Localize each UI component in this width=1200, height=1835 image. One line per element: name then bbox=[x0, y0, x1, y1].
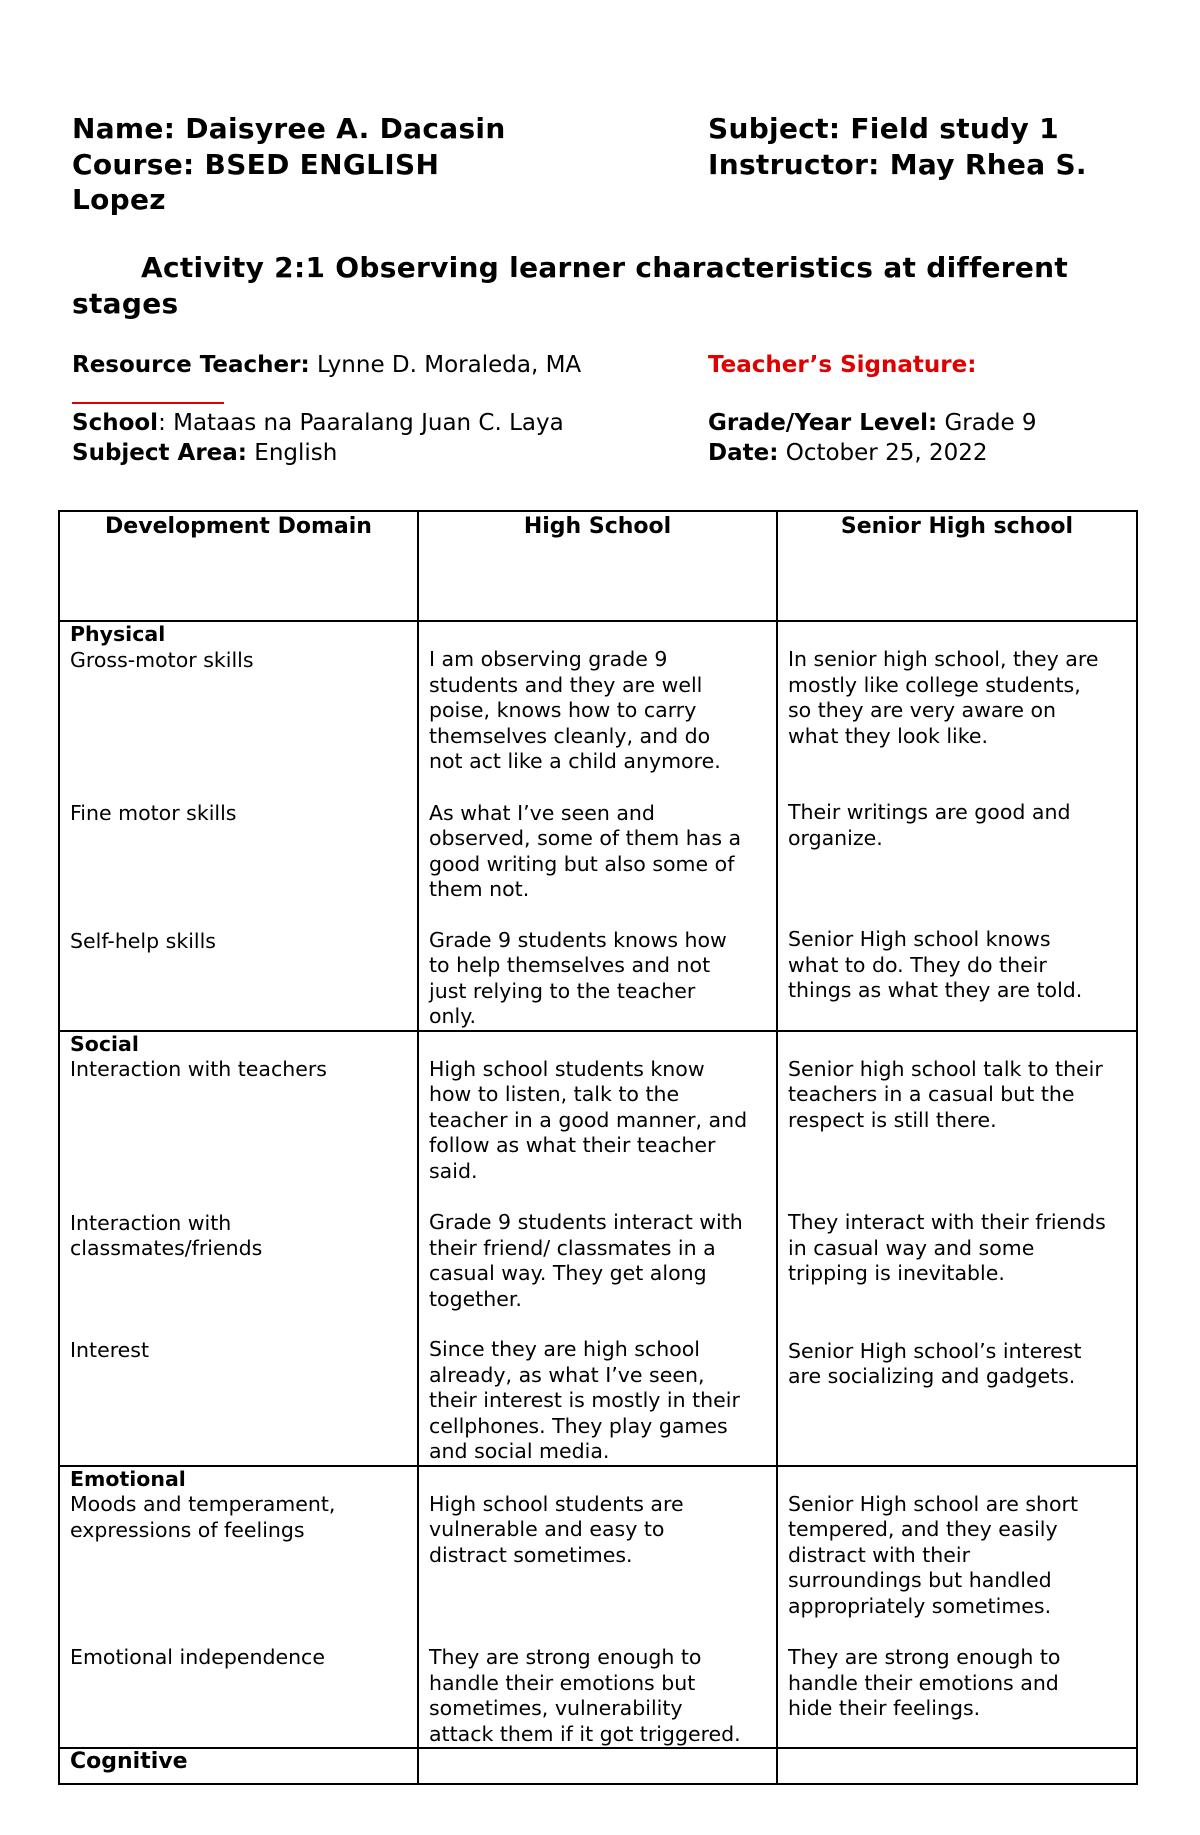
date-value: October 25, 2022 bbox=[785, 440, 988, 466]
social-hs-classmates bbox=[429, 1210, 766, 1312]
instructor-line bbox=[708, 148, 1087, 181]
grade-level-line bbox=[708, 410, 1037, 436]
text-line: their friend/ classmates in a bbox=[429, 1235, 716, 1260]
text-line: teacher in a good manner, and bbox=[429, 1107, 748, 1132]
text-line: Interaction with bbox=[70, 1210, 232, 1235]
text-line: observed, some of them has a bbox=[429, 826, 742, 850]
text-line: High school students know bbox=[429, 1056, 705, 1081]
physical-shs-cell bbox=[777, 621, 1137, 1031]
domain-social: Social bbox=[70, 1031, 139, 1056]
social-shs-classmates bbox=[788, 1210, 1126, 1287]
text-line: in casual way and some bbox=[788, 1235, 1035, 1260]
table-row-physical bbox=[59, 621, 1137, 1031]
text-line: good writing but also some of bbox=[429, 851, 735, 876]
social-label-classmates bbox=[70, 1211, 407, 1262]
table-row-social bbox=[59, 1031, 1137, 1466]
name-value: Daisyree A. Dacasin bbox=[185, 112, 506, 145]
text-line: their interest is mostly in their bbox=[429, 1388, 740, 1412]
subject-value: Field study 1 bbox=[850, 112, 1059, 145]
emotional-hs-independence bbox=[429, 1645, 766, 1747]
physical-shs-gross-motor bbox=[788, 647, 1126, 749]
cognitive-domain-cell bbox=[59, 1748, 418, 1784]
text-line: teachers in a casual but the bbox=[788, 1082, 1075, 1106]
physical-hs-gross-motor bbox=[429, 647, 766, 775]
social-hs-interest bbox=[429, 1337, 766, 1465]
text-line: handle their emotions and bbox=[788, 1670, 1059, 1695]
domain-emotional: Emotional bbox=[70, 1466, 186, 1491]
text-line: themselves cleanly, and do bbox=[429, 723, 711, 748]
text-line: In senior high school, they are bbox=[788, 647, 1099, 671]
physical-label-fine-motor: Fine motor skills bbox=[70, 801, 237, 825]
text-line: tripping is inevitable. bbox=[788, 1261, 1005, 1285]
name-label: Name: bbox=[72, 112, 176, 145]
text-line: expressions of feelings bbox=[70, 1517, 305, 1542]
text-line: what to do. They do their bbox=[788, 952, 1047, 977]
course-label: Course: bbox=[72, 148, 195, 181]
social-domain-cell bbox=[59, 1031, 418, 1466]
text-line: and social media. bbox=[429, 1439, 610, 1463]
emotional-hs-moods bbox=[429, 1492, 766, 1569]
text-line: how to listen, talk to the bbox=[429, 1082, 680, 1106]
text-line: Senior High school are short bbox=[788, 1491, 1079, 1516]
text-line: They interact with their friends bbox=[788, 1210, 1106, 1234]
text-line: things as what they are told. bbox=[788, 978, 1083, 1002]
emotional-hs-cell bbox=[418, 1466, 777, 1749]
text-line: Interaction with teachers bbox=[70, 1057, 327, 1081]
date-label: Date: bbox=[708, 440, 779, 466]
school-line bbox=[72, 410, 564, 436]
subject-area-value: English bbox=[254, 440, 338, 466]
emotional-label-moods bbox=[70, 1492, 407, 1543]
header-development-domain: Development Domain bbox=[59, 511, 418, 621]
text-line: Interest bbox=[70, 1337, 149, 1362]
text-line: are socializing and gadgets. bbox=[788, 1364, 1076, 1388]
domain-cognitive: Cognitive bbox=[70, 1749, 188, 1774]
cognitive-shs-cell bbox=[777, 1748, 1137, 1784]
resource-teacher-line bbox=[72, 352, 581, 378]
text-line: vulnerable and easy to bbox=[429, 1517, 665, 1541]
text-line: Moods and temperament, bbox=[70, 1492, 336, 1516]
physical-shs-self-help bbox=[788, 927, 1126, 1004]
text-line: not act like a child anymore. bbox=[429, 749, 721, 773]
resource-teacher-label: Resource Teacher: bbox=[72, 352, 310, 378]
text-line: poise, knows how to carry bbox=[429, 698, 697, 722]
text-line: tempered, and they easily bbox=[788, 1517, 1058, 1541]
text-line: so they are very aware on bbox=[788, 698, 1057, 722]
physical-label-gross-motor: Gross-motor skills bbox=[70, 647, 254, 672]
text-line: hide their feelings. bbox=[788, 1696, 981, 1720]
domain-physical: Physical bbox=[70, 622, 166, 646]
subject-area-label: Subject Area: bbox=[72, 440, 247, 466]
physical-hs-self-help bbox=[429, 928, 766, 1030]
school-value: : Mataas na Paaralang Juan C. Laya bbox=[158, 410, 564, 436]
text-line: attack them if it got triggered. bbox=[429, 1721, 741, 1746]
grade-value: Grade 9 bbox=[944, 410, 1037, 436]
subject-area-line bbox=[72, 440, 337, 466]
text-line: to help themselves and not bbox=[429, 953, 711, 977]
instructor-continuation: Lopez bbox=[72, 183, 166, 216]
school-label: School bbox=[72, 410, 159, 436]
table-header-row bbox=[59, 511, 1137, 621]
instructor-label: Instructor: bbox=[708, 148, 880, 181]
text-line: follow as what their teacher bbox=[429, 1133, 716, 1157]
course-line bbox=[72, 148, 439, 181]
text-line: already, as what I’ve seen, bbox=[429, 1362, 705, 1387]
observation-table bbox=[58, 510, 1138, 1785]
text-line: mostly like college students, bbox=[788, 672, 1081, 697]
subject-line bbox=[708, 112, 1059, 145]
text-line: sometimes, vulnerability bbox=[429, 1696, 683, 1720]
social-shs-teachers bbox=[788, 1057, 1126, 1134]
text-line: students and they are well bbox=[429, 672, 703, 697]
course-value: BSED ENGLISH bbox=[204, 148, 440, 181]
table-row-emotional bbox=[59, 1466, 1137, 1749]
emotional-shs-cell bbox=[777, 1466, 1137, 1749]
physical-hs-fine-motor bbox=[429, 801, 766, 903]
text-line: said. bbox=[429, 1158, 478, 1183]
text-line: just relying to the teacher bbox=[429, 978, 696, 1003]
physical-domain-cell bbox=[59, 621, 418, 1031]
text-line: together. bbox=[429, 1286, 522, 1311]
social-label-teachers bbox=[70, 1057, 407, 1083]
text-line: handle their emotions but bbox=[429, 1670, 696, 1695]
subject-label: Subject: bbox=[708, 112, 841, 145]
text-line: Since they are high school bbox=[429, 1337, 700, 1361]
social-shs-cell bbox=[777, 1031, 1137, 1466]
social-shs-interest bbox=[788, 1339, 1126, 1390]
text-line: distract with their bbox=[788, 1542, 971, 1567]
text-line: As what I’ve seen and bbox=[429, 800, 655, 825]
text-line: casual way. They get along bbox=[429, 1261, 707, 1285]
text-line: only. bbox=[429, 1004, 476, 1028]
physical-hs-cell bbox=[418, 621, 777, 1031]
resource-teacher-value: Lynne D. Moraleda, MA bbox=[316, 352, 582, 378]
text-line: Senior high school talk to their bbox=[788, 1056, 1103, 1081]
text-line: respect is still there. bbox=[788, 1107, 997, 1132]
emotional-shs-independence bbox=[788, 1645, 1126, 1722]
text-line: Their writings are good and bbox=[788, 800, 1071, 824]
activity-title-line1: Activity 2:1 Observing learner characteristics at different bbox=[141, 251, 1069, 284]
text-line: Senior High school knows bbox=[788, 927, 1051, 951]
text-line: They are strong enough to bbox=[429, 1645, 702, 1669]
text-line: distract sometimes. bbox=[429, 1542, 633, 1567]
text-line: them not. bbox=[429, 877, 530, 901]
signature-line bbox=[72, 402, 224, 404]
instructor-value: May Rhea S. bbox=[889, 148, 1087, 181]
text-line: what they look like. bbox=[788, 723, 988, 748]
cognitive-hs-cell bbox=[418, 1748, 777, 1784]
header-high-school: High School bbox=[418, 511, 777, 621]
text-line: organize. bbox=[788, 825, 883, 850]
text-line: classmates/friends bbox=[70, 1236, 263, 1260]
social-hs-cell bbox=[418, 1031, 777, 1466]
signature-label-text: Teacher’s Signature: bbox=[708, 352, 977, 378]
text-line: I am observing grade 9 bbox=[429, 647, 668, 671]
text-line: Grade 9 students interact with bbox=[429, 1210, 743, 1234]
text-line: They are strong enough to bbox=[788, 1645, 1061, 1669]
emotional-label-independence bbox=[70, 1645, 407, 1671]
text-line: Emotional independence bbox=[70, 1645, 325, 1669]
social-hs-teachers bbox=[429, 1057, 766, 1185]
physical-label-self-help: Self-help skills bbox=[70, 928, 216, 953]
emotional-domain-cell bbox=[59, 1466, 418, 1749]
header-senior-high-school: Senior High school bbox=[777, 511, 1137, 621]
text-line: cellphones. They play games bbox=[429, 1413, 728, 1438]
date-line bbox=[708, 440, 988, 466]
emotional-shs-moods bbox=[788, 1492, 1126, 1620]
text-line: appropriately sometimes. bbox=[788, 1593, 1052, 1618]
text-line: surroundings but handled bbox=[788, 1568, 1052, 1592]
physical-shs-fine-motor bbox=[788, 800, 1126, 851]
social-label-interest bbox=[70, 1338, 407, 1364]
grade-label: Grade/Year Level: bbox=[708, 410, 938, 436]
text-line: Senior High school’s interest bbox=[788, 1338, 1082, 1363]
table-row-cognitive bbox=[59, 1748, 1137, 1784]
name-line bbox=[72, 112, 506, 145]
activity-title-line2: stages bbox=[72, 287, 179, 320]
text-line: Grade 9 students knows how bbox=[429, 927, 727, 952]
teacher-signature-label bbox=[708, 352, 976, 378]
text-line: High school students are bbox=[429, 1491, 684, 1516]
